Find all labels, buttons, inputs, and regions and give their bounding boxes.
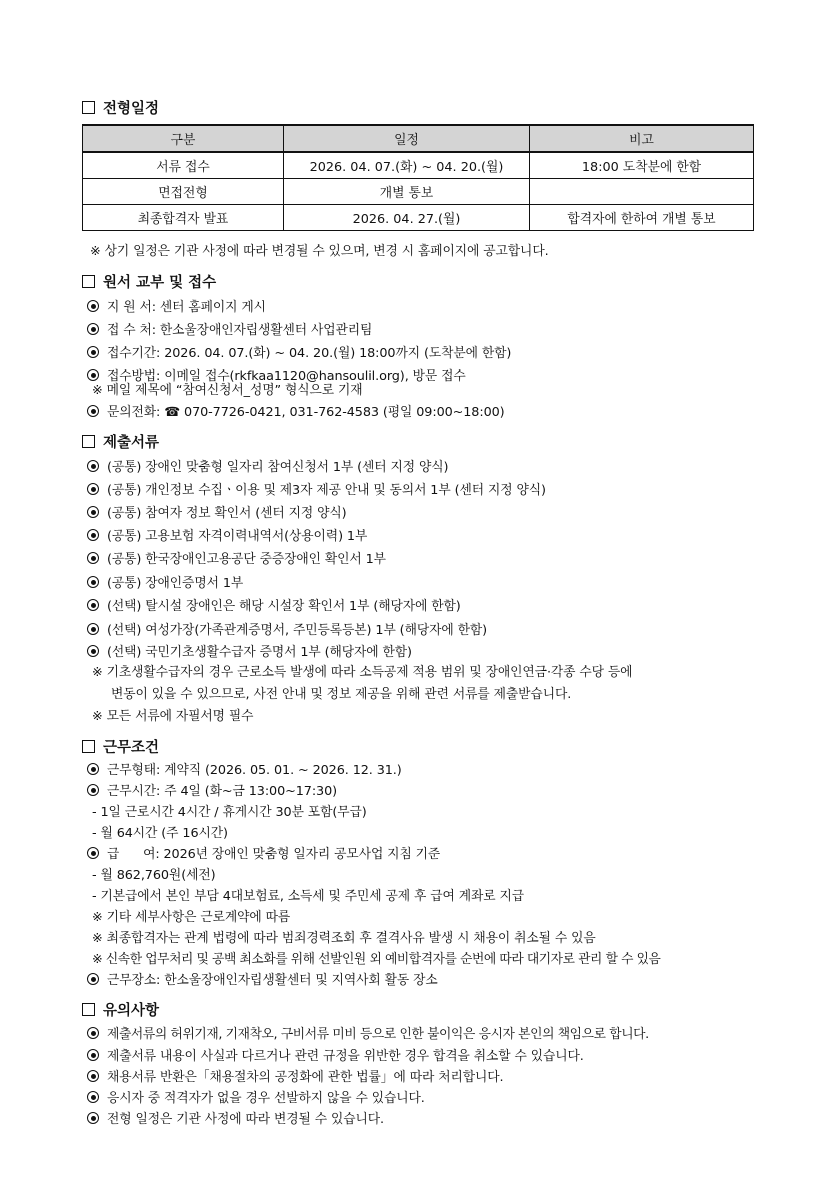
section-title-application: 원서 교부 및 접수 (82, 271, 216, 292)
checkbox-square-icon (82, 275, 95, 288)
list-item: (공통) 참여자 정보 확인서 (센터 지정 양식) (87, 502, 347, 521)
list-item: (공통) 개인정보 수집ㆍ이용 및 제3자 제공 안내 및 동의서 1부 (센터 지정 양식) (87, 479, 546, 498)
bullet-icon (87, 1049, 99, 1061)
section-title-notices: 유의사항 (82, 999, 159, 1020)
table-header-cell: 구분 (83, 125, 284, 152)
table-cell: 합격자에 한하여 개별 통보 (530, 205, 754, 231)
bullet-icon (87, 460, 99, 472)
bullet-icon (87, 847, 99, 859)
list-item: 급 여: 2026년 장애인 맞춤형 일자리 공모사업 지침 기준 (87, 843, 440, 862)
list-item: (선택) 탈시설 장애인은 해당 시설장 확인서 1부 (해당자에 한함) (87, 595, 461, 614)
bullet-icon (87, 645, 99, 657)
table-cell: 면접전형 (83, 179, 284, 205)
table-row (83, 152, 754, 179)
bullet-icon (87, 323, 99, 335)
list-item: 근무시간: 주 4일 (화~금 13:00~17:30) (87, 780, 337, 799)
bullet-icon (87, 346, 99, 358)
list-item-detail: - 1일 근로시간 4시간 / 휴게시간 30분 포함(무급) (92, 805, 367, 820)
bullet-icon (87, 529, 99, 541)
bullet-icon (87, 623, 99, 635)
table-cell: 서류 접수 (83, 152, 284, 179)
table-header-row (83, 125, 754, 152)
table-cell: 2026. 04. 27.(월) (284, 205, 530, 231)
bullet-icon (87, 1112, 99, 1124)
list-item-detail: - 기본급에서 본인 부담 4대보험료, 소득세 및 주민세 공제 후 급여 계좌로 지급 (92, 889, 524, 904)
list-item: 접수기간: 2026. 04. 07.(화) ~ 04. 20.(월) 18:00까지 (도착분에 한함) (87, 342, 511, 361)
bullet-icon (87, 552, 99, 564)
list-item-detail: - 월 862,760원(세전) (92, 868, 216, 883)
table-cell: 최종합격자 발표 (83, 205, 284, 231)
bullet-icon (87, 1027, 99, 1039)
table-row (83, 205, 754, 231)
checkbox-square-icon (82, 101, 95, 114)
bullet-icon (87, 784, 99, 796)
checkbox-square-icon (82, 1003, 95, 1016)
list-item: 접수방법: 이메일 접수(rkfkaa1120@hansoulil.org), 방문 접수 (87, 365, 466, 384)
list-item: 응시자 중 적격자가 없을 경우 선발하지 않을 수 있습니다. (87, 1087, 425, 1106)
bullet-icon (87, 599, 99, 611)
list-item: 근무장소: 한소울장애인자립생활센터 및 지역사회 활동 장소 (87, 969, 438, 988)
bullet-icon (87, 405, 99, 417)
documents-note: ※ 기초생활수급자의 경우 근로소득 발생에 따라 소득공제 적용 범위 및 장애인연금·각종 수당 등에 (92, 665, 633, 680)
list-item: 채용서류 반환은「채용절차의 공정화에 관한 법률」에 따라 처리합니다. (87, 1066, 504, 1085)
section-title-documents: 제출서류 (82, 431, 159, 452)
bullet-icon (87, 973, 99, 985)
schedule-note: ※ 상기 일정은 기관 사정에 따라 변경될 수 있으며, 변경 시 홈페이지에 공고합니다. (90, 244, 549, 259)
list-item: (선택) 여성가장(가족관계증명서, 주민등록등본) 1부 (해당자에 한함) (87, 619, 487, 638)
section-title-conditions: 근무조건 (82, 736, 159, 757)
list-item: (선택) 국민기초생활수급자 증명서 1부 (해당자에 한함) (87, 641, 412, 660)
table-cell: 18:00 도착분에 한함 (530, 152, 754, 179)
table-row (83, 179, 754, 205)
list-item: (공통) 장애인증명서 1부 (87, 572, 243, 591)
list-item: 문의전화: ☎ 070-7726-0421, 031-762-4583 (평일 09:00~18:00) (87, 401, 505, 420)
table-cell: 2026. 04. 07.(화) ~ 04. 20.(월) (284, 152, 530, 179)
section-title-schedule: 전형일정 (82, 97, 159, 118)
table-cell: 개별 통보 (284, 179, 530, 205)
list-item: (공통) 고용보험 자격이력내역서(상용이력) 1부 (87, 525, 367, 544)
list-item: 전형 일정은 기관 사정에 따라 변경될 수 있습니다. (87, 1108, 384, 1127)
bullet-icon (87, 483, 99, 495)
list-item: (공통) 장애인 맞춤형 일자리 참여신청서 1부 (센터 지정 양식) (87, 456, 448, 475)
list-item: 접 수 처: 한소울장애인자립생활센터 사업관리팀 (87, 319, 372, 338)
table-cell (530, 179, 754, 205)
documents-note: 변동이 있을 수 있으므로, 사전 안내 및 정보 제공을 위해 관련 서류를 제출받습니다. (111, 687, 572, 702)
bullet-icon (87, 576, 99, 588)
conditions-note: ※ 기타 세부사항은 근로계약에 따름 (92, 910, 291, 925)
bullet-icon (87, 1091, 99, 1103)
bullet-icon (87, 1070, 99, 1082)
conditions-note: ※ 최종합격자는 관계 법령에 따라 범죄경력조회 후 결격사유 발생 시 채용이 취소될 수 있음 (92, 931, 596, 946)
list-item: (공통) 한국장애인고용공단 중증장애인 확인서 1부 (87, 548, 386, 567)
documents-note: ※ 모든 서류에 자필서명 필수 (92, 709, 254, 724)
table-header-cell: 비고 (530, 125, 754, 152)
list-item: 제출서류의 허위기재, 기재착오, 구비서류 미비 등으로 인한 불이익은 응시자 본인의 책임으로 합니다. (87, 1023, 649, 1042)
list-item: 근무형태: 계약직 (2026. 05. 01. ~ 2026. 12. 31.) (87, 759, 402, 778)
list-item: 지 원 서: 센터 홈페이지 게시 (87, 296, 266, 315)
bullet-icon (87, 763, 99, 775)
table-header-cell: 일정 (284, 125, 530, 152)
checkbox-square-icon (82, 740, 95, 753)
conditions-note: ※ 신속한 업무처리 및 공백 최소화를 위해 선발인원 외 예비합격자를 순번에 따라 대기자로 관리 할 수 있음 (92, 952, 661, 967)
schedule-table (82, 124, 754, 231)
list-item-detail: - 월 64시간 (주 16시간) (92, 826, 228, 841)
bullet-icon (87, 300, 99, 312)
email-note: ※ 메일 제목에 “참여신청서_성명” 형식으로 기재 (92, 383, 363, 398)
checkbox-square-icon (82, 435, 95, 448)
list-item: 제출서류 내용이 사실과 다르거나 관련 규정을 위반한 경우 합격을 취소할 수 있습니다. (87, 1045, 584, 1064)
bullet-icon (87, 506, 99, 518)
